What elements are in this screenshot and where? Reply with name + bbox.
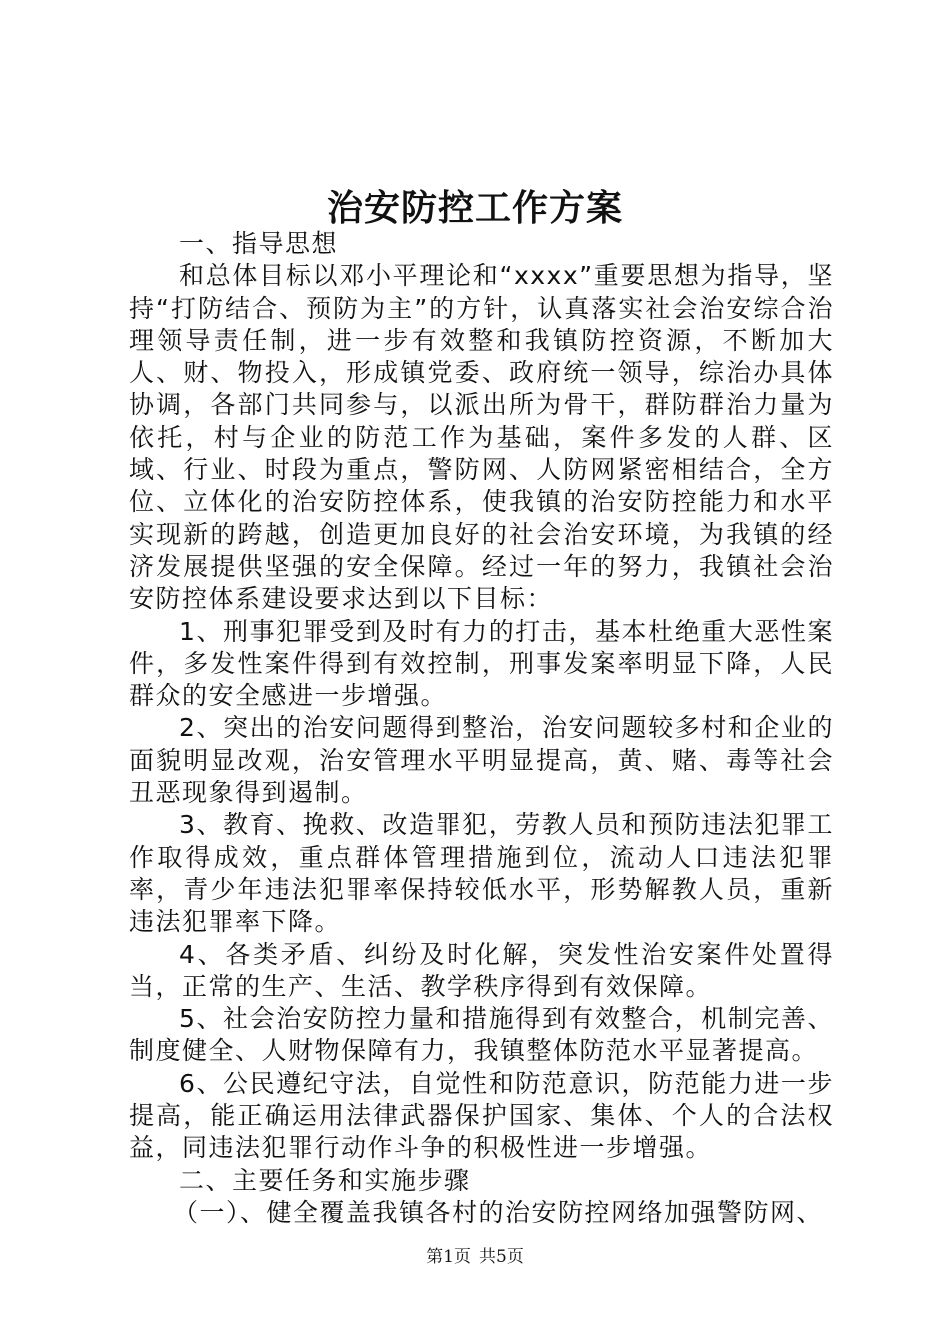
- page-total: 共5页: [479, 1247, 524, 1267]
- document-body: [129, 228, 834, 1229]
- document-title: 治安防控工作方案: [326, 187, 623, 229]
- goal-item-4: 4、各类矛盾、纠纷及时化解，突发性治安案件处置得当，正常的生产、生活、教学秩序得到有效保障。: [129, 939, 834, 1001]
- goal-item-3: 3、教育、挽救、改造罪犯，劳教人员和预防违法犯罪工作取得成效，重点群体管理措施到位，流动人口违法犯罪率，青少年违法犯罪率保持较低水平，形势解教人员，重新违法犯罪率下降。: [129, 810, 834, 937]
- page-footer: [0, 1246, 950, 1268]
- goal-item-2: 2、突出的治安问题得到整治，治安问题较多村和企业的面貌明显改观，治安管理水平明显提高，黄、赌、毒等社会丑恶现象得到遏制。: [129, 713, 834, 808]
- goal-item-1: 1、刑事犯罪受到及时有力的打击，基本杜绝重大恶性案件，多发性案件得到有效控制，刑事发案率明显下降，人民群众的安全感进一步增强。: [129, 616, 834, 711]
- goal-item-6: 6、公民遵纪守法，自觉性和防范意识，防范能力进一步提高，能正确运用法律武器保护国家、集体、个人的合法权益，同违法犯罪行动作斗争的积极性进一步增强。: [129, 1068, 834, 1163]
- sub-heading-network: （一）、健全覆盖我镇各村的治安防控网络加强警防网、: [173, 1197, 824, 1227]
- goal-item-5: 5、社会治安防控力量和措施得到有效整合，机制完善、制度健全、人财物保障有力，我镇整体防范水平显著提高。: [129, 1004, 834, 1066]
- section-heading-main-tasks: 二、主要任务和实施步骤: [179, 1165, 471, 1195]
- section-heading-guiding-ideology: 一、指导思想: [179, 229, 339, 258]
- paragraph-guiding-ideology: 和总体目标以邓小平理论和“xxxx”重要思想为指导，坚持“打防结合、预防为主”的方针，认真落实社会治安综合治理领导责任制，进一步有效整和我镇防控资源，不断加大人、财、物投入，形成镇党委、政府统一领导，综治办具体协调，各部门共同参与，以派出所为骨干，群防群治力量为依托，村与企业的防范工作为基础，案件多发的人群、区域、行业、时段为重点，警防网、人防网紧密相结合，全方位、立体化的治安防控体系，使我镇的治安防控能力和水平实现新的跨越，创造更加良好的社会治安环境，为我镇的经济发展提供坚强的安全保障。经过一年的努力，我镇社会治安防控体系建设要求达到以下目标：: [129, 261, 834, 614]
- page-number: 第1页: [426, 1247, 471, 1267]
